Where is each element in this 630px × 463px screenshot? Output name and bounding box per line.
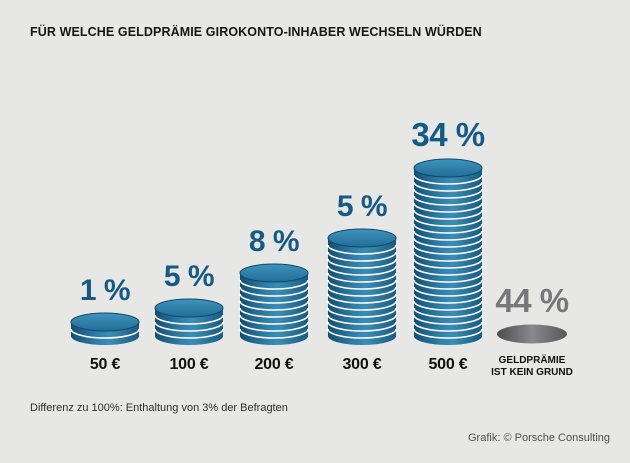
value-label: 34 % — [411, 116, 485, 153]
category-label: 500 € — [428, 356, 468, 373]
gray-no-reason-coin — [497, 325, 567, 344]
coin-stack-50€ — [71, 313, 139, 345]
chart-footnote: Differenz zu 100%: Enthaltung von 3% der Befragten — [30, 402, 288, 414]
chart-title: FÜR WELCHE GELDPRÄMIE GIROKONTO-INHABER WECHSELN WÜRDEN — [30, 25, 482, 39]
value-label: 5 % — [163, 260, 215, 293]
category-label: GELDPRÄMIE IST KEIN GRUND — [491, 355, 573, 378]
value-label: 5 % — [336, 190, 388, 223]
coin-stack-500€ — [414, 159, 482, 345]
category-label: 200 € — [254, 356, 294, 373]
category-label: 50 € — [89, 356, 121, 373]
value-label: 8 % — [248, 225, 300, 258]
credit-line: Grafik: © Porsche Consulting — [468, 432, 610, 444]
category-label: 100 € — [169, 356, 209, 373]
value-label: 44 % — [495, 281, 569, 319]
category-label: 300 € — [342, 356, 382, 373]
value-label: 1 % — [79, 274, 131, 307]
